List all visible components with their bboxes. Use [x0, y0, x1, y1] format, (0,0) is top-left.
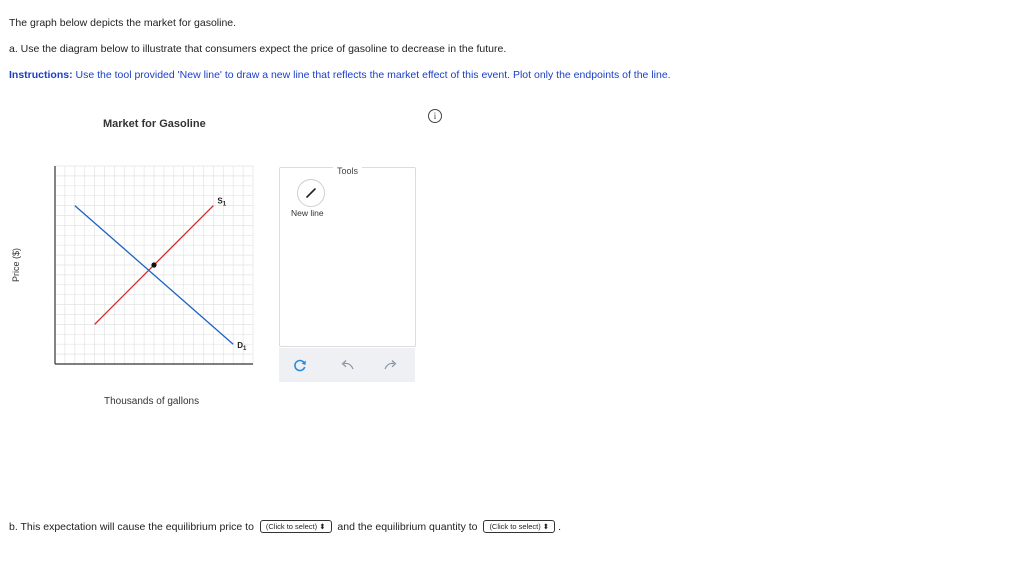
- new-line-tool-button[interactable]: [297, 179, 325, 207]
- instructions-text: [9, 69, 699, 82]
- intro-text: The graph below depicts the market for gasoline.: [9, 17, 237, 29]
- chart-title: Market for Gasoline: [103, 118, 206, 130]
- quantity-direction-select[interactable]: (Click to select) ⬍: [483, 520, 555, 533]
- demand-label: $D_1$: [237, 341, 247, 353]
- part-b-prefix: b. This expectation will cause the equilibrium price to: [9, 521, 254, 533]
- graph-actions-bar: [279, 348, 415, 382]
- instructions-label: Instructions:: [9, 69, 73, 81]
- graph-line-labels: [217, 197, 247, 353]
- y-axis-label: Price ($): [11, 248, 21, 283]
- new-line-label: New line: [291, 208, 324, 218]
- pencil-line-icon: [304, 186, 318, 200]
- equilibrium-point: [151, 262, 156, 267]
- x-axis-label: Thousands of gallons: [104, 396, 200, 407]
- market-graph[interactable]: [54, 165, 254, 367]
- instructions-body: Use the tool provided 'New line' to draw a new line that reflects the market effect of this event. Plot only the endpoints of the line.: [72, 69, 671, 81]
- undo-icon[interactable]: [339, 357, 355, 373]
- part-b-middle: and the equilibrium quantity to: [337, 521, 478, 533]
- price-direction-select[interactable]: (Click to select) ⬍: [260, 520, 332, 533]
- redo-icon[interactable]: [383, 357, 399, 373]
- supply-label: $S_1$: [217, 196, 227, 208]
- refresh-icon[interactable]: [292, 357, 308, 373]
- question-part-b: [9, 520, 561, 533]
- part-b-suffix: .: [558, 521, 561, 533]
- tools-title: Tools: [280, 161, 415, 179]
- info-icon[interactable]: i: [428, 109, 442, 123]
- question-part-a: a. Use the diagram below to illustrate that consumers expect the price of gasoline to decrease in the future.: [9, 43, 507, 55]
- tools-panel: [279, 167, 416, 347]
